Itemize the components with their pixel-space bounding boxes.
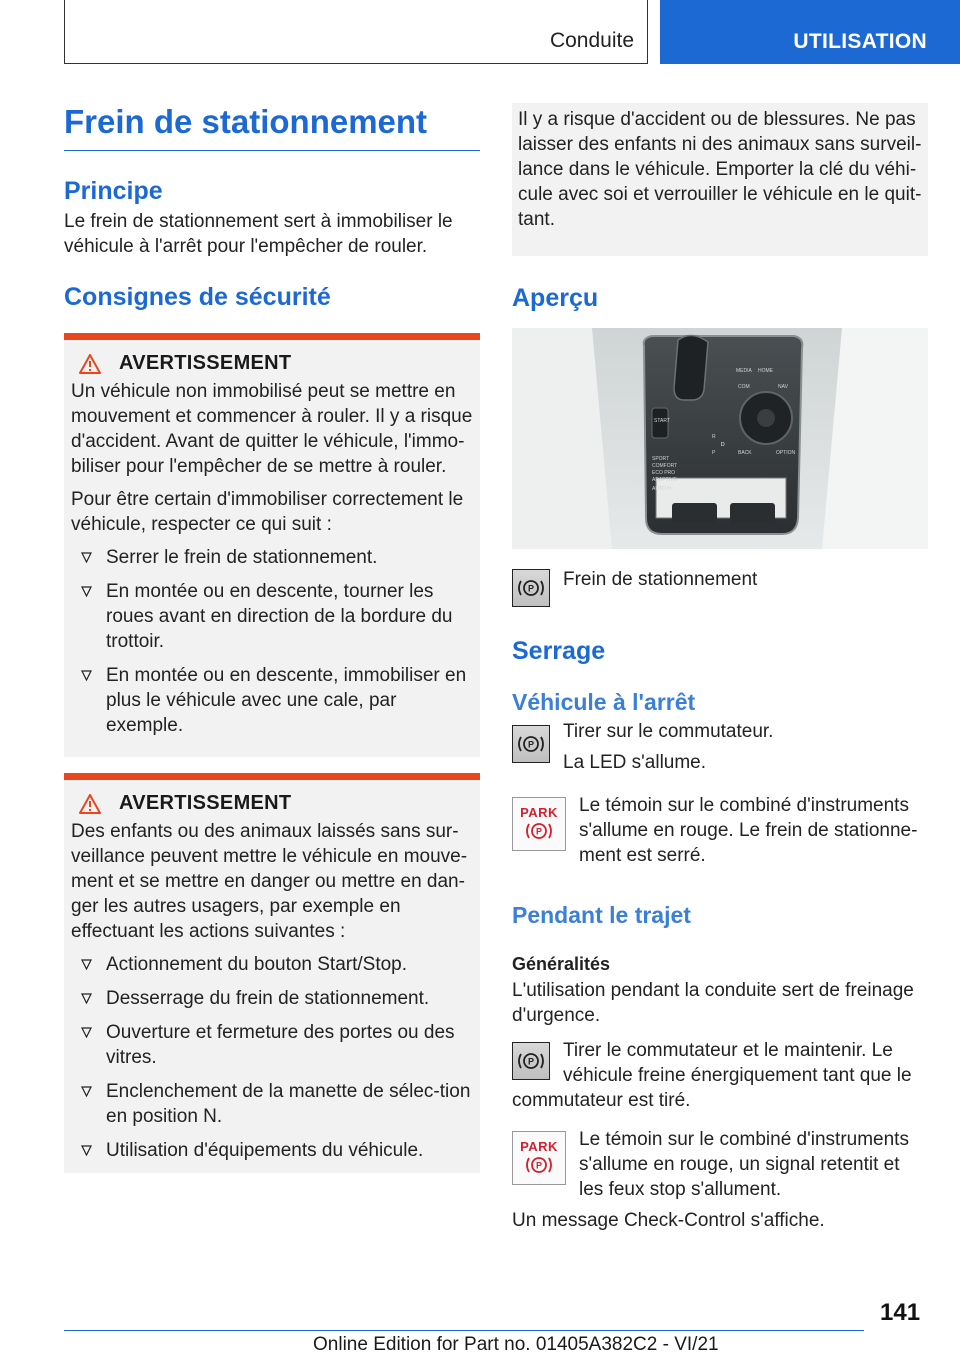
svg-text:P: P [527,583,535,594]
svg-text:ADAPTIVE: ADAPTIVE [652,477,677,483]
triangle-bullet-icon [81,586,92,597]
step-text: Tirer sur le commutateur. [563,721,774,742]
warning-text: Des enfants ou des animaux laissés sans sur-veillance peuvent mettre le véhicule en mouve-ment et se mettre en danger ou mettre en dan-ger les autres usagers, par exemple en effectuant les actions suivantes : [71,821,468,942]
triangle-bullet-icon [81,670,92,681]
triangle-bullet-icon [81,993,92,1004]
warning-box-1 [64,333,480,757]
warning-header [71,352,474,375]
step-text: La LED s'allume. [563,752,707,773]
triangle-bullet-icon [81,1086,92,1097]
warning-box-2 [64,773,480,1173]
svg-text:P: P [527,1056,535,1067]
svg-text:P: P [712,450,716,456]
list-item [71,579,474,654]
header-section-box [64,0,648,64]
list-item-text: Ouverture et fermeture des portes ou des vitres. [106,1022,455,1068]
list-item [71,545,474,570]
svg-text:COM: COM [738,384,750,390]
footer-edition: Online Edition for Part no. 01405A382C2 - VI/21 [313,1334,719,1355]
park-icon-label: PARK [520,805,558,820]
trajet-heading: Pendant le trajet [512,902,691,928]
triangle-bullet-icon [81,552,92,563]
indicator-text: Le témoin sur le combiné d'instruments s'allume en rouge. Le frein de stationne-ment est serré. [579,795,918,866]
svg-text:P: P [527,739,535,750]
list-item [71,986,474,1011]
list-item-text: En montée ou en descente, tourner les roues avant en direction de la bordure du trottoir. [106,581,453,652]
list-item-text: Enclenchement de la manette de sélec-tion en position N. [106,1081,471,1127]
triangle-bullet-icon [81,1027,92,1038]
parking-brake-switch-icon [512,725,550,763]
svg-text:START: START [654,418,670,424]
list-item-text: Actionnement du bouton Start/Stop. [106,954,408,975]
warning-text: Un véhicule non immobilisé peut se mettre en mouvement et commencer à rouler. Il y a risque d'accident. Avant de quitter le véhicule, l'immo-biliser pour l'empêcher de se mettre à rouler. [71,381,473,477]
svg-text:OPTION: OPTION [776,450,796,456]
list-item [71,952,474,977]
list-item-text: Utilisation d'équipements du véhicule. [106,1140,424,1161]
warning-triangle-icon [79,794,101,814]
left-column [64,100,480,1173]
generalites-heading: Généralités [512,954,611,974]
svg-text:MEDIA: MEDIA [736,368,752,374]
parking-brake-switch-icon [512,569,550,607]
park-warning-light-icon [512,1131,566,1185]
list-item [71,663,474,738]
warning-continuation-box [512,103,928,256]
park-icon-label: PARK [520,1139,558,1154]
list-item-text: Serrer le frein de stationnement. [106,547,378,568]
parking-brake-switch-icon [512,1042,550,1080]
list-item [71,1079,474,1129]
svg-text:P: P [535,826,543,837]
legend-text: Frein de stationnement [563,569,758,590]
list-item [71,1020,474,1070]
center-console-photo [512,328,928,549]
warning-title: AVERTISSEMENT [119,792,292,814]
principe-text: Le frein de stationnement sert à immobiliser le véhicule à l'arrêt pour l'empêcher de rouler. [64,211,453,257]
indicator-row [512,797,928,868]
svg-text:AUTO H: AUTO H [652,486,671,492]
svg-text:ECO PRO: ECO PRO [652,470,676,476]
svg-text:R: R [712,434,716,440]
warning-header [71,792,474,815]
park-warning-light-icon [512,797,566,851]
warning-list [71,545,474,738]
svg-text:SPORT: SPORT [652,456,670,462]
page-number: 141 [880,1299,921,1326]
warning-continuation-text: Il y a risque d'accident ou de blessures. Ne pas laisser des enfants ni des animaux sans surveil-lance dans le véhicule. Emporter la clé du véhi-cule avec soi et verrouiller le véhicule en le quit-tant. [518,109,922,230]
list-item [71,1138,474,1163]
svg-text:D: D [721,442,725,448]
triangle-bullet-icon [81,1145,92,1156]
header-chapter-label: UTILISATION [793,30,927,53]
right-column [512,103,928,1233]
footer-divider [64,1330,864,1331]
warning-list [71,952,474,1163]
principe-heading: Principe [64,177,163,205]
warning-title: AVERTISSEMENT [119,352,292,374]
svg-text:HOME: HOME [758,368,773,374]
page-title: Frein de stationnement [64,100,480,151]
svg-text:BACK: BACK [738,450,752,456]
warning-triangle-icon [79,354,101,374]
step-row [512,719,928,775]
list-item-text: Desserrage du frein de stationnement. [106,988,430,1009]
step-row [512,1038,928,1113]
list-item-text: En montée ou en descente, immobiliser en plus le véhicule avec une cale, par exemple. [106,665,467,736]
svg-text:COMFORT: COMFORT [652,463,678,469]
serrage-heading: Serrage [512,637,606,665]
safety-heading: Consignes de sécurité [64,283,331,311]
apercu-heading: Aperçu [512,284,599,312]
header-section-label: Conduite [549,29,634,52]
warning-text: Pour être certain d'immobiliser correctement le véhicule, respecter ce qui suit : [71,489,464,535]
trajet-text: Un message Check-Control s'affiche. [512,1210,825,1231]
svg-text:P: P [535,1160,543,1171]
indicator-text: Le témoin sur le combiné d'instruments s'allume en rouge, un signal retentit et les feux stop s'allument. [579,1129,909,1200]
triangle-bullet-icon [81,959,92,970]
indicator-row [512,1131,928,1202]
arret-heading: Véhicule à l'arrêt [512,689,696,715]
step-text: Tirer le commutateur et le maintenir. Le véhicule freine énergiquement tant que le commutateur est tiré. [512,1040,912,1111]
trajet-text: L'utilisation pendant la conduite sert de freinage d'urgence. [512,980,914,1026]
legend-row [512,569,928,607]
svg-text:NAV: NAV [778,384,788,390]
header-chapter-tab [660,0,960,64]
